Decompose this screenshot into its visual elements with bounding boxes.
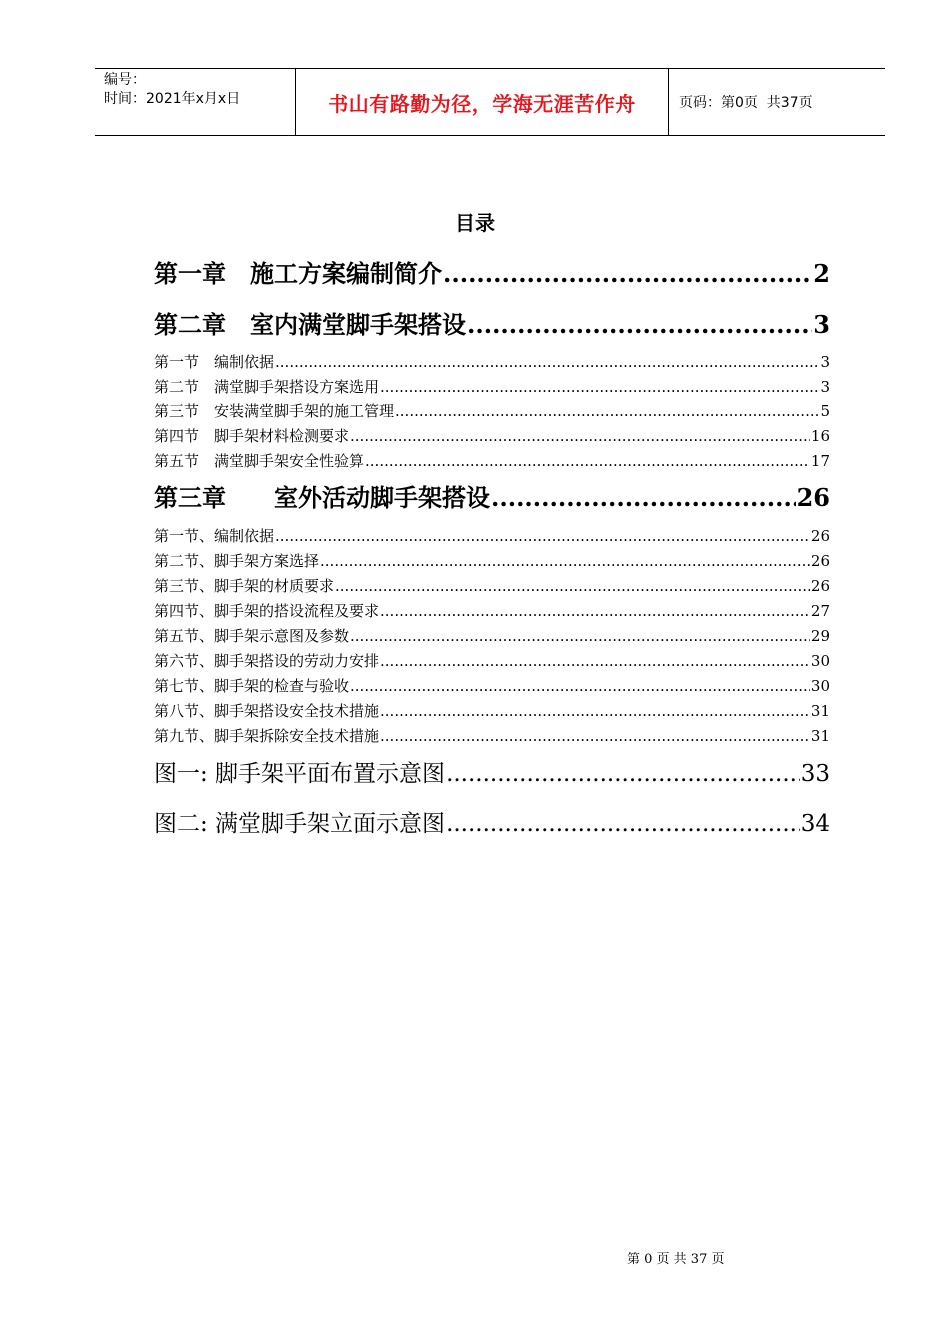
toc-entry-section[interactable] (154, 650, 830, 672)
toc-leader-dots (380, 700, 810, 722)
toc-entry-label: 第一节、编制依据 (154, 527, 275, 545)
toc-entry-page: 3 (820, 378, 830, 396)
toc-entry-page: 16 (810, 427, 830, 445)
toc-entry-section[interactable] (154, 376, 830, 398)
toc-leader-dots (467, 309, 812, 341)
toc-entry-figure-1[interactable] (154, 758, 830, 790)
toc-entry-chapter-2[interactable] (154, 309, 830, 341)
header-motto: 书山有路勤为径，学海无涯苦作舟 (296, 69, 669, 135)
page-header (95, 68, 885, 136)
toc-entry-label: 第一章 施工方案编制简介 (154, 259, 442, 288)
header-page-info: 页码：第0页 共37页 (679, 95, 813, 111)
toc-entry-page: 27 (810, 602, 830, 620)
toc-entry-page: 3 (820, 353, 830, 371)
toc-entry-label: 第四节、脚手架的搭设流程及要求 (154, 602, 380, 620)
toc-entry-page: 5 (820, 402, 830, 420)
toc-entry-section[interactable] (154, 525, 830, 547)
toc-entry-page: 26 (810, 552, 830, 570)
toc-leader-dots (380, 650, 810, 672)
toc-leader-dots (350, 625, 810, 647)
toc-entry-label: 第二节、脚手架方案选择 (154, 552, 320, 570)
toc-entry-label: 第八节、脚手架搭设安全技术措施 (154, 702, 380, 720)
toc-leader-dots (350, 675, 810, 697)
toc-entry-page: 26 (810, 577, 830, 595)
document-number-label: 编号： (104, 72, 146, 88)
toc-leader-dots (380, 725, 810, 747)
toc-entry-label: 图一: 脚手架平面布置示意图 (154, 761, 446, 787)
toc-entry-label: 第二节 满堂脚手架搭设方案选用 (154, 378, 380, 396)
toc-leader-dots (320, 550, 810, 572)
toc-entry-label: 第五节、脚手架示意图及参数 (154, 627, 350, 645)
toc-leader-dots (380, 376, 819, 398)
toc-entry-label: 第六节、脚手架搭设的劳动力安排 (154, 652, 380, 670)
toc-leader-dots (443, 258, 812, 290)
toc-entry-section[interactable] (154, 725, 830, 747)
toc-entry-page: 30 (810, 677, 830, 695)
toc-entry-page: 31 (810, 727, 830, 745)
toc-leader-dots (335, 575, 810, 597)
toc-entry-page: 34 (800, 811, 830, 837)
toc-entry-section[interactable] (154, 450, 830, 472)
toc-entry-label: 第三节 安装满堂脚手架的施工管理 (154, 402, 395, 420)
toc-leader-dots (275, 351, 819, 373)
toc-entry-page: 26 (796, 483, 830, 512)
toc-entry-page: 26 (810, 527, 830, 545)
toc-entry-label: 第四节 脚手架材料检测要求 (154, 427, 350, 445)
toc-entry-page: 30 (810, 652, 830, 670)
toc-leader-dots (446, 758, 800, 790)
page-footer: 第 0 页 共 37 页 (627, 1252, 725, 1267)
toc-entry-label: 第三章 室外活动脚手架搭设 (154, 483, 490, 512)
toc-entry-section[interactable] (154, 625, 830, 647)
header-meta-cell (95, 69, 296, 135)
toc-entry-section[interactable] (154, 575, 830, 597)
toc-title: 目录 (455, 211, 495, 235)
toc-entry-label: 图二: 满堂脚手架立面示意图 (154, 811, 446, 837)
toc-entry-section[interactable] (154, 550, 830, 572)
toc-entry-section[interactable] (154, 700, 830, 722)
toc-entry-figure-2[interactable] (154, 808, 830, 840)
toc-leader-dots (446, 808, 800, 840)
toc-entry-chapter-1[interactable] (154, 258, 830, 290)
toc-entry-page: 31 (810, 702, 830, 720)
toc-entry-section[interactable] (154, 351, 830, 373)
toc-entry-label: 第二章 室内满堂脚手架搭设 (154, 310, 466, 339)
toc-leader-dots (395, 400, 819, 422)
toc-entry-label: 第三节、脚手架的材质要求 (154, 577, 335, 595)
toc-leader-dots (491, 482, 796, 514)
toc-leader-dots (275, 525, 810, 547)
toc-entry-page: 2 (813, 259, 830, 288)
toc-entry-section[interactable] (154, 600, 830, 622)
toc-leader-dots (350, 425, 810, 447)
toc-entry-page: 17 (810, 452, 830, 470)
toc-entry-label: 第五节 满堂脚手架安全性验算 (154, 452, 365, 470)
toc-entry-page: 3 (813, 310, 830, 339)
toc-entry-page: 33 (800, 761, 830, 787)
toc-entry-page: 29 (810, 627, 830, 645)
toc-entry-chapter-3[interactable] (154, 482, 830, 514)
toc-entry-section[interactable] (154, 675, 830, 697)
toc-entry-section[interactable] (154, 425, 830, 447)
toc-entry-label: 第七节、脚手架的检查与验收 (154, 677, 350, 695)
toc-entry-label: 第一节 编制依据 (154, 353, 275, 371)
toc-entry-label: 第九节、脚手架拆除安全技术措施 (154, 727, 380, 745)
toc-leader-dots (365, 450, 810, 472)
document-time-label: 时间：2021年x月x日 (104, 91, 241, 107)
toc-leader-dots (380, 600, 810, 622)
toc-entry-section[interactable] (154, 400, 830, 422)
